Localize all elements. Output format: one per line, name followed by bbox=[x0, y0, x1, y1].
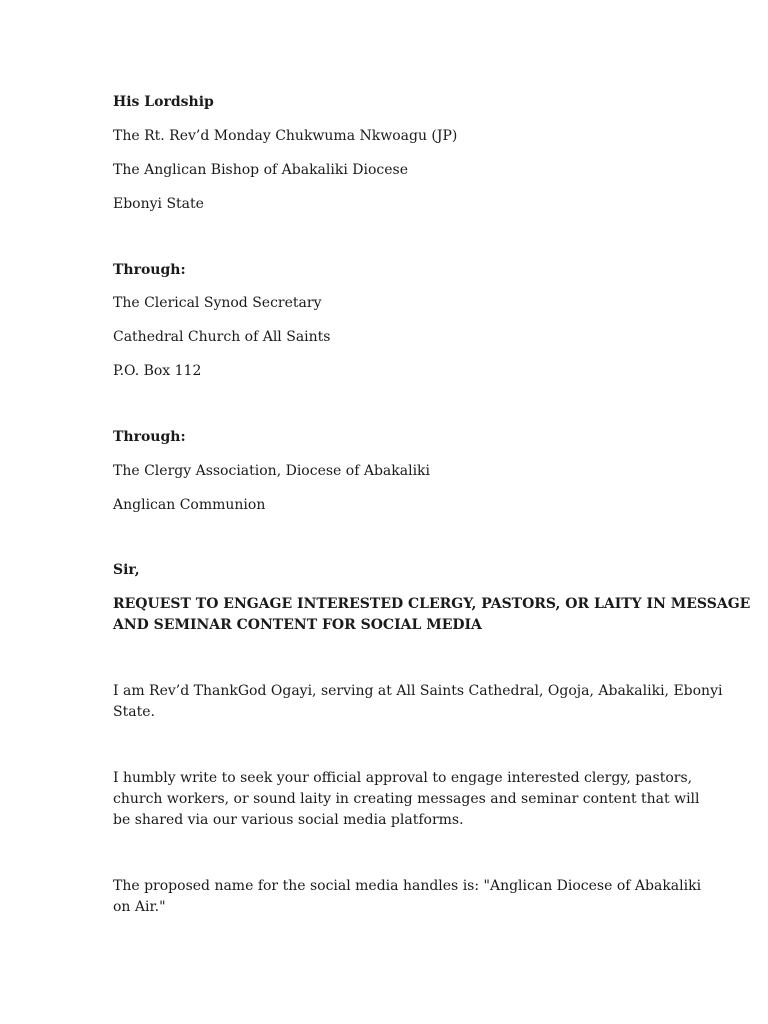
addressee-title: His Lordship bbox=[113, 94, 214, 110]
body-p2-line-1: I humbly write to seek your official approval to engage interested clergy, pastors, bbox=[113, 770, 693, 786]
through-1-line-1: The Clerical Synod Secretary bbox=[113, 295, 322, 311]
body-p1-line-2: State. bbox=[113, 704, 155, 720]
salutation: Sir, bbox=[113, 562, 140, 578]
body-p2-line-2: church workers, or sound laity in creating messages and seminar content that will bbox=[113, 791, 700, 807]
body-p3-line-1: The proposed name for the social media handles is: "Anglican Diocese of Abakaliki bbox=[113, 878, 702, 894]
through-label-2: Through: bbox=[113, 429, 186, 445]
through-2-line-2: Anglican Communion bbox=[113, 497, 266, 513]
body-p3-line-2: on Air." bbox=[113, 899, 166, 915]
through-2-line-1: The Clergy Association, Diocese of Abakaliki bbox=[113, 463, 431, 479]
through-1-line-2: Cathedral Church of All Saints bbox=[113, 329, 331, 345]
addressee-state: Ebonyi State bbox=[113, 196, 204, 212]
through-label-1: Through: bbox=[113, 262, 186, 278]
body-p1-line-1: I am Rev’d ThankGod Ogayi, serving at All Saints Cathedral, Ogoja, Abakaliki, Ebonyi bbox=[113, 683, 723, 699]
addressee-position: The Anglican Bishop of Abakaliki Diocese bbox=[113, 162, 408, 178]
subject-line-2: AND SEMINAR CONTENT FOR SOCIAL MEDIA bbox=[113, 617, 482, 633]
subject-line-1: REQUEST TO ENGAGE INTERESTED CLERGY, PASTORS, OR LAITY IN MESSAGE bbox=[113, 596, 751, 612]
addressee-name: The Rt. Rev’d Monday Chukwuma Nkwoagu (JP) bbox=[113, 128, 458, 144]
body-p2-line-3: be shared via our various social media platforms. bbox=[113, 812, 464, 828]
through-1-line-3: P.O. Box 112 bbox=[113, 363, 202, 379]
